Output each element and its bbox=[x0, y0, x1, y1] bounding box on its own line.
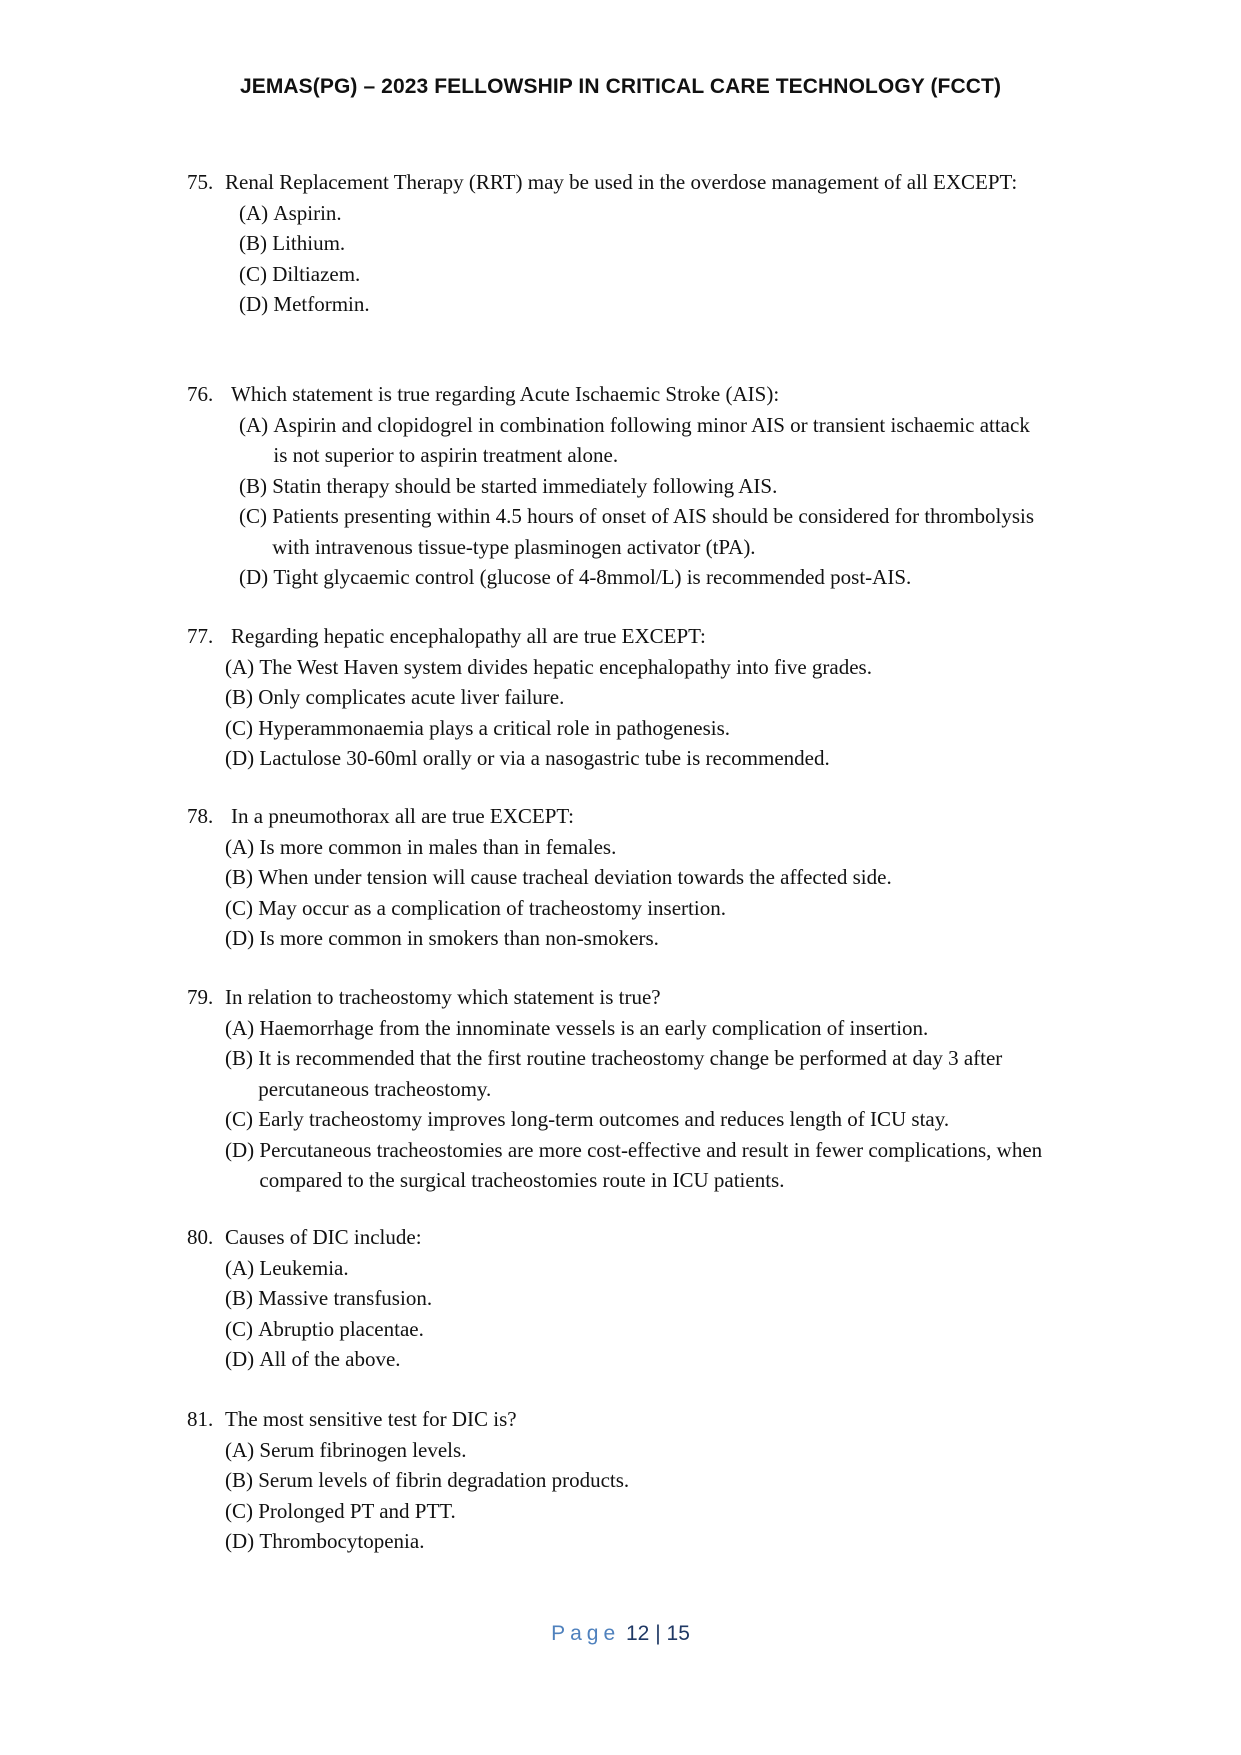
option-c: (C) Hyperammonaemia plays a critical role in pathogenesis. bbox=[225, 715, 731, 740]
option-d: (D) Percutaneous tracheostomies are more cost-effective and result in fewer complications, when compared to the surgical tracheostomies route in ICU patients. bbox=[225, 1137, 1043, 1192]
option-c: (C) May occur as a complication of tracheostomy insertion. bbox=[225, 895, 726, 920]
question-76 bbox=[187, 379, 1087, 593]
page-total: 15 bbox=[666, 1622, 690, 1645]
option-c: (C) Prolonged PT and PTT. bbox=[225, 1498, 456, 1523]
question-75 bbox=[187, 167, 1087, 320]
page-separator: | bbox=[655, 1622, 661, 1645]
question-79 bbox=[187, 982, 1087, 1196]
option-b: (B) Statin therapy should be started immediately following AIS. bbox=[239, 473, 778, 498]
question-text: Renal Replacement Therapy (RRT) may be used in the overdose management of all EXCEPT: bbox=[225, 170, 1018, 194]
question-text: In a pneumothorax all are true EXCEPT: bbox=[231, 804, 575, 828]
option-c: (C) Patients presenting within 4.5 hours of onset of AIS should be considered for thrombolysis with intravenous tissue-type plasminogen activator (tPA). bbox=[239, 504, 1035, 559]
option-c: (C) Diltiazem. bbox=[239, 261, 361, 286]
option-d: (D) Thrombocytopenia. bbox=[225, 1529, 425, 1553]
option-b: (B) Serum levels of fibrin degradation products. bbox=[225, 1468, 630, 1492]
question-80 bbox=[187, 1222, 1087, 1375]
question-text: Causes of DIC include: bbox=[225, 1225, 422, 1249]
option-a: (A) Aspirin and clopidogrel in combination following minor AIS or transient ischaemic attack is not superior to aspirin treatment alone. bbox=[239, 412, 1030, 467]
page-footer bbox=[0, 1622, 1241, 1646]
page-word: Page bbox=[551, 1622, 621, 1645]
option-a: (A) Leukemia. bbox=[225, 1255, 349, 1280]
option-d: (D) All of the above. bbox=[225, 1347, 401, 1371]
option-b: (B) Massive transfusion. bbox=[225, 1286, 433, 1310]
option-c: (C) Early tracheostomy improves long-term outcomes and reduces length of ICU stay. bbox=[225, 1107, 950, 1131]
option-d: (D) Is more common in smokers than non-smokers. bbox=[225, 926, 659, 950]
question-81 bbox=[187, 1404, 1087, 1557]
option-a: (A) Is more common in males than in females. bbox=[225, 834, 617, 859]
option-b: (B) It is recommended that the first routine tracheostomy change be performed at day 3 after percutaneous tracheostomy. bbox=[225, 1046, 1003, 1101]
question-77 bbox=[187, 621, 1087, 774]
question-text: In relation to tracheostomy which statement is true? bbox=[225, 985, 661, 1009]
question-number: 78. bbox=[187, 804, 214, 828]
question-number: 80. bbox=[187, 1225, 214, 1249]
option-a: (A) The West Haven system divides hepatic encephalopathy into five grades. bbox=[225, 654, 872, 679]
question-text: Regarding hepatic encephalopathy all are true EXCEPT: bbox=[231, 624, 706, 648]
option-b: (B) Only complicates acute liver failure. bbox=[225, 685, 565, 709]
question-number: 75. bbox=[187, 170, 214, 194]
option-a: (A) Serum fibrinogen levels. bbox=[225, 1437, 467, 1462]
question-text: The most sensitive test for DIC is? bbox=[225, 1407, 517, 1431]
page-number: 12 bbox=[626, 1622, 650, 1645]
option-b: (B) When under tension will cause tracheal deviation towards the affected side. bbox=[225, 865, 892, 889]
question-number: 77. bbox=[187, 624, 214, 648]
question-number: 76. bbox=[187, 382, 214, 406]
question-number: 81. bbox=[187, 1407, 214, 1431]
option-b: (B) Lithium. bbox=[239, 231, 346, 255]
option-d: (D) Metformin. bbox=[239, 292, 370, 316]
question-78 bbox=[187, 801, 1087, 954]
question-number: 79. bbox=[187, 985, 214, 1009]
option-a: (A) Haemorrhage from the innominate vessels is an early complication of insertion. bbox=[225, 1015, 929, 1040]
option-d: (D) Tight glycaemic control (glucose of 4-8mmol/L) is recommended post-AIS. bbox=[239, 565, 912, 589]
option-a: (A) Aspirin. bbox=[239, 200, 342, 225]
option-d: (D) Lactulose 30-60ml orally or via a nasogastric tube is recommended. bbox=[225, 746, 830, 770]
page-header-title: JEMAS(PG) – 2023 FELLOWSHIP IN CRITICAL CARE TECHNOLOGY (FCCT) bbox=[239, 75, 1002, 98]
question-text: Which statement is true regarding Acute Ischaemic Stroke (AIS): bbox=[231, 382, 780, 406]
option-c: (C) Abruptio placentae. bbox=[225, 1316, 424, 1341]
